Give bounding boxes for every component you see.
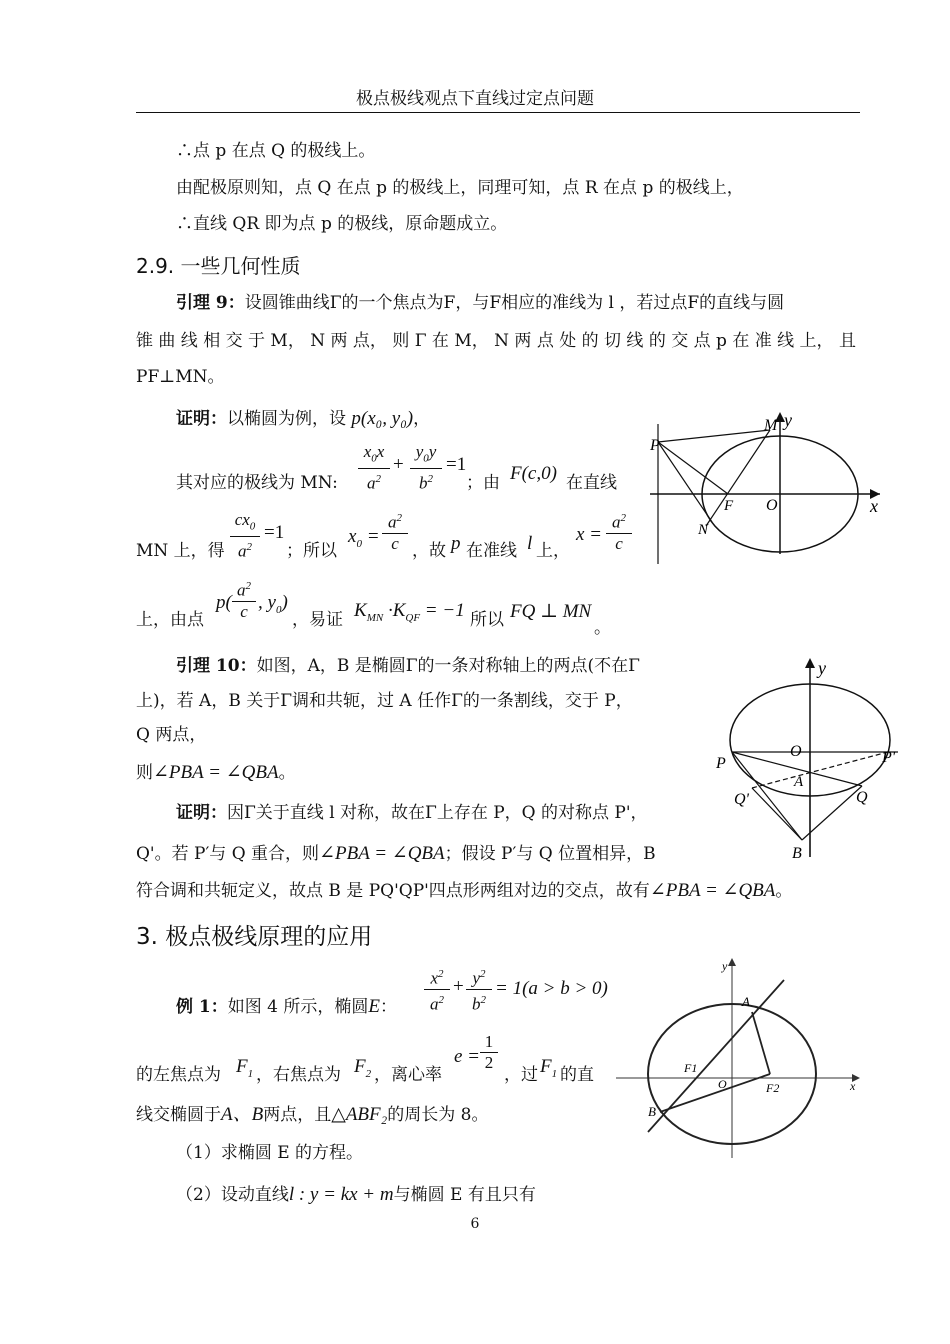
page-number: 6 bbox=[470, 1216, 480, 1232]
q2-line-eq: l : y = kx + m bbox=[288, 1184, 394, 1205]
proof10-text-3a: 符合调和共轭定义，故点 B 是 PQ'QP'四点形两组对边的交点，故有 bbox=[136, 881, 650, 901]
fig3-y-arrow bbox=[728, 958, 736, 966]
proof9-comma: ， bbox=[413, 409, 431, 429]
proof9-label: 证明： bbox=[176, 409, 227, 429]
header-rule bbox=[136, 112, 860, 113]
intro-line-1: ∴点 p 在点 Q 的极线上。 bbox=[176, 141, 376, 161]
lemma9-line-1 bbox=[176, 292, 784, 314]
lemma10-line-1 bbox=[176, 655, 640, 677]
section-heading-3: 3. 极点极线原理的应用 bbox=[136, 924, 373, 950]
frac-x0x-a2: $\frac{x_0x}{a^2}$ bbox=[358, 442, 390, 494]
proof9-line-2c: 在直线 bbox=[566, 473, 617, 493]
ex1-text-3c: 的周长为 8。 bbox=[387, 1105, 489, 1125]
fig3-label: B bbox=[648, 1104, 656, 1119]
lemma10-end: 。 bbox=[278, 763, 296, 783]
proof9-line-3e: 上， bbox=[536, 541, 570, 561]
fig1-label: F bbox=[724, 498, 734, 514]
fig2-label: Q bbox=[856, 789, 868, 806]
point-p-2: p bbox=[451, 533, 461, 554]
question-1: （1）求椭圆 E 的方程。 bbox=[176, 1143, 364, 1163]
ex1-text-1: 如图 4 所示，椭圆 bbox=[227, 997, 369, 1017]
line-l: l bbox=[527, 533, 533, 554]
fig1-tangent-M bbox=[658, 430, 770, 442]
ex1-condition: = 1(a > b > 0) bbox=[495, 978, 608, 999]
point-p-y0: , $y_0$) bbox=[258, 592, 288, 616]
lemma9-label: 引理 9： bbox=[176, 293, 245, 313]
F1-symbol: $F_1$ bbox=[236, 1056, 254, 1080]
proof9-end: 。 bbox=[594, 618, 611, 638]
proof9-text-1: 以椭圆为例，设 bbox=[227, 409, 346, 429]
proof10-text-2a: Q'。若 P′与 Q 重合，则 bbox=[136, 844, 320, 864]
frac-a2-c-1: $\frac{a^2}{c}$ bbox=[382, 508, 408, 554]
slope-product: $K_{MN} \cdot K_{QF} = -1$ bbox=[354, 600, 465, 624]
frac-y0y-b2: $\frac{y_0y}{b^2}$ bbox=[410, 442, 442, 494]
fig1-label: N bbox=[698, 522, 709, 538]
proof10-text-1: 因Γ关于直线 l 对称，故在Γ上存在 P，Q 的对称点 P'， bbox=[227, 803, 648, 823]
lemma10-label: 引理 10： bbox=[176, 656, 257, 676]
ex1-text-3a: 线交椭圆于 bbox=[136, 1105, 221, 1125]
proof9-line-3a: MN 上，得 bbox=[136, 541, 225, 561]
lemma9-line-3: PF⊥MN。 bbox=[136, 367, 225, 387]
fig2-label: A bbox=[794, 774, 804, 790]
proof10-text-2b: ；假设 P′与 Q 位置相异，B bbox=[444, 844, 656, 864]
ex1-line-2e: 的直 bbox=[560, 1065, 594, 1085]
proof10-label: 证明： bbox=[176, 803, 227, 823]
proof10-line-2 bbox=[136, 843, 656, 865]
ex1-line-2d: ，过 bbox=[504, 1065, 538, 1085]
fig1-label: P bbox=[650, 437, 660, 454]
fig3-label: y bbox=[722, 959, 728, 973]
ex1-line-2a: 的左焦点为 bbox=[136, 1065, 221, 1085]
ex1-triangle: △ABF₂ bbox=[331, 1104, 388, 1125]
proof9-line-1 bbox=[176, 408, 430, 430]
frac-a2-c-3: $\frac{a^2}{c}$ bbox=[232, 576, 256, 622]
x0-eq: $x_0$ = bbox=[348, 526, 380, 550]
lemma10-line-4 bbox=[136, 762, 296, 784]
plus-sign: + bbox=[393, 454, 404, 475]
focus-F: F(c,0) bbox=[510, 463, 557, 484]
proof10-line-3 bbox=[136, 880, 792, 902]
F1-symbol-2: $F_1$ bbox=[540, 1056, 558, 1080]
fig3-label: F2 bbox=[766, 1081, 780, 1095]
fig2-y-arrow bbox=[805, 658, 815, 668]
proof10-angle-2: ∠PBA = ∠QBA bbox=[649, 880, 776, 901]
equals-one: =1 bbox=[446, 454, 467, 475]
proof9-point-p: p(x₀, y₀) bbox=[351, 408, 414, 429]
intro-line-3: ∴直线 QR 即为点 p 的极线，原命题成立。 bbox=[176, 214, 508, 234]
lemma10-line-2: 上)，若 A，B 关于Γ调和共轭，过 A 任作Γ的一条割线，交于 P， bbox=[136, 691, 633, 711]
fig2-label: P bbox=[716, 755, 726, 772]
fig2-line-QpB bbox=[752, 788, 802, 840]
proof9-line-4a: 上，由点 bbox=[136, 610, 204, 630]
fig1-line-PF bbox=[658, 442, 728, 494]
ex1-line-2c: ，离心率 bbox=[374, 1065, 442, 1085]
ex1-colon: ： bbox=[379, 997, 397, 1017]
frac-y2-b2: $\frac{y^2}{b^2}$ bbox=[466, 964, 492, 1014]
frac-a2-c-2: $\frac{a^2}{c}$ bbox=[606, 508, 632, 554]
frac-cx0-a2: $\frac{cx_0}{a^2}$ bbox=[230, 510, 260, 562]
x-eq: x = bbox=[576, 524, 603, 545]
q2-text-a: （2）设动直线 bbox=[176, 1185, 289, 1205]
F2-symbol: $F_2$ bbox=[354, 1056, 372, 1080]
fig3-line-BF2 bbox=[660, 1074, 770, 1112]
fig2-label: P' bbox=[882, 749, 896, 766]
proof9-line-4b: ，易证 bbox=[292, 610, 343, 630]
lemma9-text-1: 设圆锥曲线Γ的一个焦点为F，与F相应的准线为 l ，若过点F的直线与圆 bbox=[244, 293, 785, 313]
lemma10-text-4: 则 bbox=[136, 763, 153, 783]
ex1-label: 例 1： bbox=[176, 997, 228, 1017]
proof9-line-3c: ，故 bbox=[412, 541, 446, 561]
proof9-line-2b: ；由 bbox=[466, 473, 500, 493]
frac-x2-a2: $\frac{x^2}{a^2}$ bbox=[424, 964, 450, 1014]
ex1-E: E bbox=[368, 996, 380, 1017]
fig1-label: O bbox=[766, 497, 778, 514]
question-2 bbox=[176, 1184, 536, 1206]
proof9-line-4c: 所以 bbox=[470, 610, 504, 630]
proof10-line-1 bbox=[176, 802, 648, 824]
equals-one-2: =1 bbox=[264, 522, 285, 543]
proof10-angle-1: ∠PBA = ∠QBA bbox=[319, 843, 445, 864]
fig2-label: y bbox=[818, 658, 826, 678]
section-heading-2-9: 2.9. 一些几何性质 bbox=[136, 254, 301, 278]
frac-half: $\frac{1}{2}$ bbox=[480, 1032, 498, 1073]
proof9-line-3d: 在准线 bbox=[466, 541, 517, 561]
fig3-label: x bbox=[850, 1079, 856, 1093]
lemma10-angle: ∠PBA = ∠QBA bbox=[153, 762, 279, 783]
ex1-AB: A、B bbox=[221, 1104, 264, 1125]
q2-text-b: 与椭圆 E 有且只有 bbox=[393, 1185, 536, 1205]
fig2-dashed-line bbox=[752, 752, 888, 788]
fig2-label: B bbox=[792, 845, 802, 862]
point-p-paren: p( bbox=[216, 592, 232, 613]
figure-harmonic-conjugate bbox=[710, 652, 915, 864]
intro-line-2: 由配极原则知，点 Q 在点 p 的极线上，同理可知，点 R 在点 p 的极线上， bbox=[176, 178, 744, 198]
fig3-label: A bbox=[742, 994, 750, 1009]
fig3-label: O bbox=[718, 1077, 727, 1091]
ex1-plus: + bbox=[453, 976, 464, 997]
proof10-end: 。 bbox=[775, 881, 793, 901]
fig1-label: x bbox=[870, 496, 878, 516]
fig2-label: O bbox=[790, 743, 802, 760]
proof9-line-3b: ；所以 bbox=[286, 541, 337, 561]
ex1-line-3 bbox=[136, 1104, 489, 1126]
ex1-line-1 bbox=[176, 996, 397, 1018]
fq-perp-mn: FQ ⊥ MN bbox=[510, 601, 592, 622]
fig1-label: M bbox=[764, 417, 778, 434]
figure-ellipse-example bbox=[612, 950, 864, 1160]
figure-ellipse-focus bbox=[640, 404, 890, 564]
page-header-title: 极点极线观点下直线过定点问题 bbox=[356, 89, 594, 109]
ex1-text-3b: 两点，且 bbox=[263, 1105, 332, 1125]
fig3-label: F1 bbox=[684, 1061, 698, 1075]
lemma9-line-2: 锥 曲 线 相 交 于 M， N 两 点， 则 Γ 在 M， N 两 点 处 的 切 线 的 交 点 p 在 准 线 上， 且 bbox=[136, 331, 856, 351]
lemma10-line-3: Q 两点， bbox=[136, 725, 207, 745]
fig2-label: Q' bbox=[734, 791, 749, 808]
proof9-line-2a: 其对应的极线为 MN: bbox=[176, 473, 338, 493]
fig1-label: y bbox=[784, 410, 792, 430]
ex1-line-2b: ，右焦点为 bbox=[256, 1065, 341, 1085]
ex1-e-eq: e = bbox=[454, 1046, 481, 1067]
lemma10-text-1: 如图，A，B 是椭圆Γ的一条对称轴上的两点(不在Γ bbox=[256, 656, 640, 676]
fig3-line-AF2 bbox=[752, 1012, 770, 1074]
